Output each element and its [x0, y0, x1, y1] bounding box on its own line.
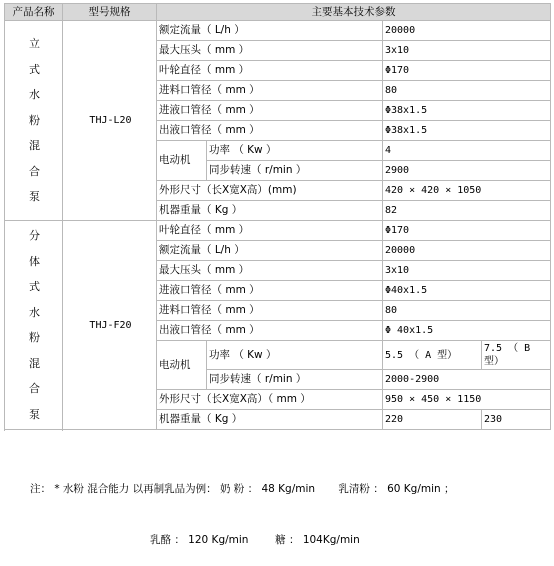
param-cell: 进液口管径（ mm ） [157, 101, 383, 121]
value-cell: Φ 40x1.5 [383, 321, 551, 341]
param-cell: 功率 （ Kw ） [207, 141, 383, 161]
header-model: 型号规格 [63, 4, 157, 21]
value-cell: Φ40x1.5 [383, 281, 551, 301]
param-cell: 进液口管径（ mm ） [157, 281, 383, 301]
value-cell: Φ38x1.5 [383, 121, 551, 141]
value-cell: 2900 [383, 161, 551, 181]
value-cell: Φ170 [383, 221, 551, 241]
param-cell: 进料口管径（ mm ） [157, 81, 383, 101]
product-name-cell [5, 21, 63, 221]
product-char: 合 [29, 382, 40, 395]
param-cell: 同步转速（ r/min ） [207, 161, 383, 181]
header-params: 主要基本技术参数 [157, 4, 551, 21]
product-char: 混 [29, 356, 40, 370]
value-cell: 82 [383, 201, 551, 221]
spec-table [4, 3, 551, 430]
product-char: 水 [29, 88, 40, 102]
param-cell: 同步转速（ r/min ） [207, 370, 383, 390]
header-product: 产品名称 [5, 4, 63, 21]
footnote-line-1: 注： * 水粉 混合能力 以再制乳品为例： 奶 粉 ： 48 Kg/min 乳清粉 ： 60 Kg/min ； [30, 483, 455, 495]
table-row [5, 21, 551, 41]
param-cell: 进料口管径（ mm ） [157, 301, 383, 321]
product-char: 体 [29, 254, 40, 268]
param-cell: 机器重量（ Kg ） [157, 201, 383, 221]
value-cell-a: 220 [383, 410, 482, 430]
product-char: 式 [29, 280, 40, 293]
product-char: 水 [29, 305, 40, 319]
product-char: 粉 [29, 113, 40, 127]
model-cell: THJ-F20 [63, 221, 157, 430]
product-char: 泵 [29, 190, 40, 204]
value-cell: 80 [383, 81, 551, 101]
motor-label-cell: 电动机 [157, 341, 207, 390]
param-cell: 额定流量（ L/h ） [157, 21, 383, 41]
product-char: 立 [29, 37, 40, 51]
product-char: 混 [29, 139, 40, 153]
value-cell: Φ38x1.5 [383, 101, 551, 121]
param-cell: 出液口管径（ mm ） [157, 321, 383, 341]
product-char: 分 [29, 229, 40, 242]
value-cell: 2000-2900 [383, 370, 551, 390]
table-row [5, 221, 551, 241]
value-cell: 420 × 420 × 1050 [383, 181, 551, 201]
value-cell-a: 5.5 （ A 型） [383, 341, 482, 370]
value-cell: 950 × 450 × 1150 [383, 390, 551, 410]
param-cell: 叶轮直径（ mm ） [157, 221, 383, 241]
param-cell: 最大压头（ mm ） [157, 41, 383, 61]
footnote-line-2: 乳酪 ： 120 Kg/min 糖 ： 104Kg/min [150, 534, 360, 546]
product-char: 粉 [29, 331, 40, 344]
product-name-cell [5, 221, 63, 430]
value-cell-b: 230 [482, 410, 551, 430]
param-cell: 叶轮直径（ mm ） [157, 61, 383, 81]
model-cell: THJ-L20 [63, 21, 157, 221]
param-cell: 最大压头（ mm ） [157, 261, 383, 281]
param-cell: 功率 （ Kw ） [207, 341, 383, 370]
param-cell: 外形尺寸（长X宽X高）（ mm ） [157, 390, 383, 410]
param-cell: 出液口管径（ mm ） [157, 121, 383, 141]
value-cell: 80 [383, 301, 551, 321]
footnote [30, 447, 455, 566]
product-char: 合 [29, 164, 40, 178]
value-cell: Φ170 [383, 61, 551, 81]
header-row [5, 4, 551, 21]
product-char: 式 [29, 62, 40, 76]
param-cell: 机器重量（ Kg ） [157, 410, 383, 430]
value-cell: 4 [383, 141, 551, 161]
value-cell: 20000 [383, 241, 551, 261]
motor-label-cell: 电动机 [157, 141, 207, 181]
value-cell: 20000 [383, 21, 551, 41]
param-cell: 外形尺寸（长X宽X高）(mm) [157, 181, 383, 201]
value-cell: 3x10 [383, 261, 551, 281]
value-cell-b: 7.5 （ B 型） [482, 341, 551, 370]
value-cell: 3x10 [383, 41, 551, 61]
param-cell: 额定流量（ L/h ） [157, 241, 383, 261]
product-char: 泵 [29, 407, 40, 421]
